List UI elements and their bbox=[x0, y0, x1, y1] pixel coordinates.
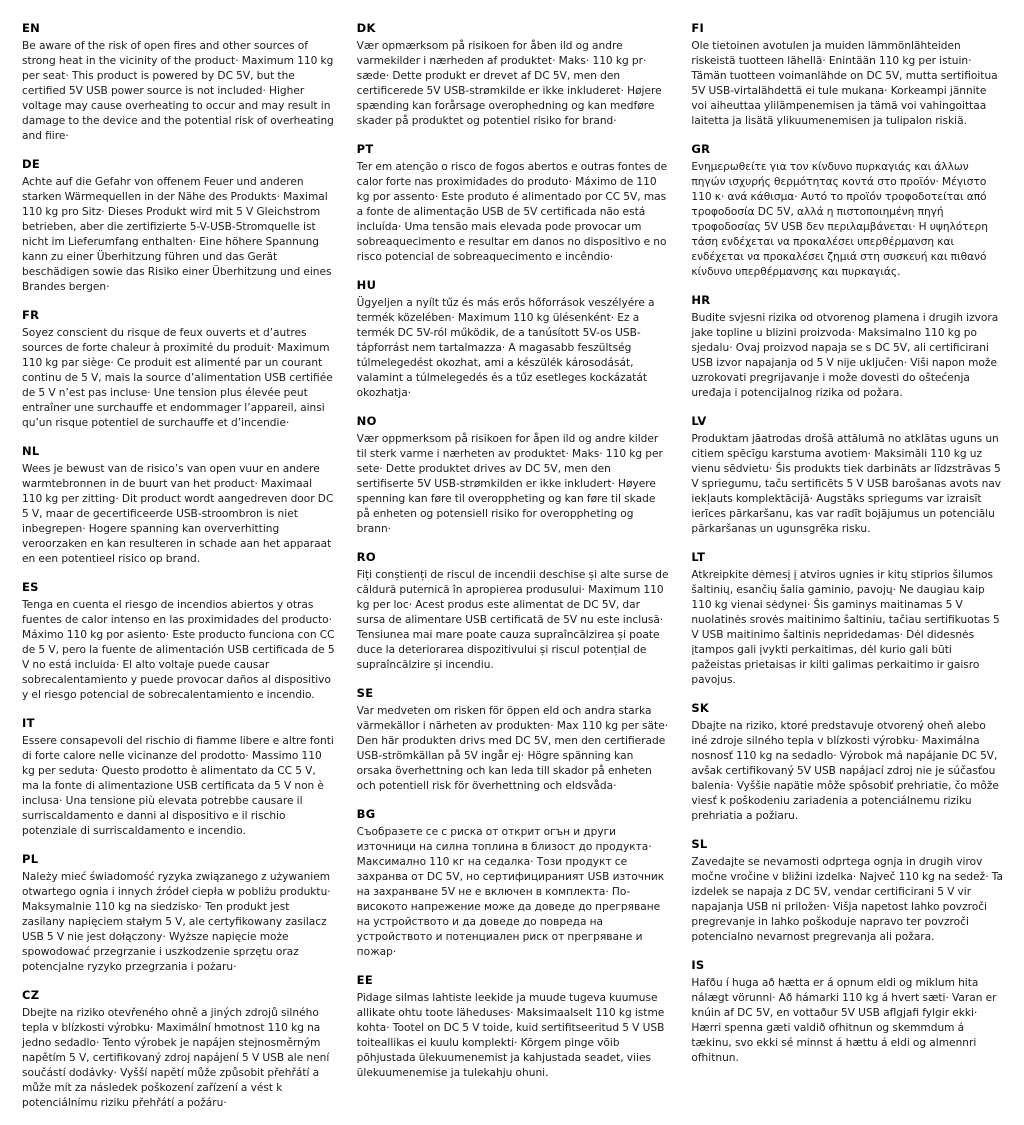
language-code-gr: GR bbox=[691, 141, 711, 156]
language-text-lv: Produktam jāatrodas drošā attālumā no atklātas uguns un citiem spēcīgu karstuma avotiem· Maksimāli 110 kg uz vienu sēdvietu· Šis produkts tiek darbināts ar līdzstrāvas 5 V spriegumu, taču sertificēts 5 V USB barošanas avots nav iekļauts komplektācijā· Augstāks spriegums var izraisīt ierīces pārkaršanu, kas var radīt bojājumus un potenciālu pārkaršanas un ugunsgrēka risku. bbox=[691, 432, 1002, 535]
language-text-cz: Dbejte na riziko otevřeného ohně a jiných zdrojů silného tepla v blízkosti výrobku· Maximální hmotnost 110 kg na jedno sedadlo· Tento výrobek je napájen stejnosměrným napětím 5 V, certifikovaný zdroj napájení 5 V USB ale není součástí dodávky· Vyšší napětí může způsobit přehřátí a může mít za následek poškození zařízení a vést k potenciálnímu riziku přehřátí a požáru· bbox=[22, 1006, 330, 1110]
language-entry-nl bbox=[22, 445, 335, 567]
language-entry-ee bbox=[357, 974, 670, 1081]
language-entry-lv bbox=[691, 415, 1004, 537]
language-entry-sk bbox=[691, 702, 1004, 824]
language-entry-pt bbox=[357, 143, 670, 265]
language-code-cz: CZ bbox=[22, 988, 40, 1003]
language-code-fr: FR bbox=[22, 308, 40, 323]
language-code-es: ES bbox=[22, 580, 39, 595]
language-code-ro: RO bbox=[356, 550, 376, 565]
language-entry-no bbox=[357, 415, 670, 537]
language-entry-pl bbox=[22, 853, 335, 975]
language-code-ee: EE bbox=[356, 973, 373, 988]
language-code-pt: PT bbox=[356, 141, 374, 156]
language-code-sk: SK bbox=[691, 701, 710, 716]
column-2 bbox=[357, 22, 670, 1095]
language-entry-hu bbox=[357, 279, 670, 401]
language-entry-en bbox=[22, 22, 335, 144]
language-text-pt: Ter em atenção o risco de fogos abertos e outras fontes de calor forte nas proximidades do produto· Máximo de 110 kg por assento· Este produto é alimentado por CC 5V, mas a fonte de alimentação USB de 5V certificada não está incluída· Uma tensão mais elevada pode provocar um sobreaquecimento e resultar em danos no dispositivo e no risco potencial de sobreaquecimento e incêndio· bbox=[356, 160, 668, 263]
columns-container bbox=[22, 21, 1004, 1110]
language-code-lt: LT bbox=[691, 550, 706, 565]
language-entry-cz bbox=[22, 989, 335, 1111]
language-text-ro: Fiți conștienți de riscul de incendii deschise și alte surse de căldură puternică în apropierea produsului· Maximum 110 kg per loc· Acest produs este alimentat de DC 5V, dar sursa de alimentare USB certificată de 5V nu este inclusă· Tensiunea mai mare poate cauza supraîncălzirea și poate duce la deteriorarea dispozitivului și riscul potențial de supraîncălzire și incendiu. bbox=[356, 568, 669, 672]
language-code-nl: NL bbox=[22, 444, 40, 459]
column-1 bbox=[22, 22, 335, 1125]
language-code-se: SE bbox=[356, 686, 374, 701]
language-text-it: Essere consapevoli del rischio di fiamme libere e altre fonti di forte calore nelle vicinanze del prodotto· Massimo 110 kg per seduta· Questo prodotto è alimentato da CC 5 V, ma la fonte di alimentazione USB certificata da 5 V non è inclusa· Una tensione più elevata potrebbe causare il surriscaldamento e danni al dispositivo e il rischio potenziale di surriscaldamento e incendio. bbox=[22, 734, 334, 838]
language-text-sl: Zavedajte se nevarnosti odprtega ognja in drugih virov močne vročine v bližini izdelka· Največ 110 kg na sedež· Ta izdelek se napaja z DC 5V, vendar certificirani 5 V vir napajanja USB ni priložen· Višja napetost lahko povzroči pregrevanje in lahko poškoduje napravo ter povzroči potencialno nevarnost pregrevanja ali požara. bbox=[691, 855, 1003, 944]
language-entry-bg bbox=[357, 808, 670, 960]
language-text-is: Hafðu í huga að hætta er á opnum eldi og miklum hita nálægt vörunni· Að hámarki 110 kg á hvert sæti· Varan er knúin af DC 5V, en vottaður 5V USB aflgjafi fylgir ekki· Hærri spenna gæti valdið ofhitnun og skemmdum á tækinu, svo ekki sé minnst á hættu á eldi og almennri ofhitnun. bbox=[691, 976, 997, 1065]
language-code-hu: HU bbox=[356, 278, 377, 292]
language-entry-de bbox=[22, 158, 335, 295]
language-code-de: DE bbox=[22, 157, 41, 172]
language-code-en: EN bbox=[22, 21, 41, 35]
language-code-sl: SL bbox=[691, 837, 708, 852]
language-code-is: IS bbox=[691, 958, 705, 973]
language-text-pl: Należy mieć świadomość ryzyka związanego z używaniem otwartego ognia i innych źródeł ciepła w pobliżu produktu· Maksymalnie 110 kg na siedzisko· Ten produkt jest zasilany napięciem stałym 5 V, ale certyfikowany zasilacz USB 5 V nie jest dołączony· Wyższe napięcie może spowodować przegrzanie i uszkodzenie sprzętu oraz potencjalne ryzyko przegrzania i pożaru· bbox=[22, 870, 331, 974]
language-code-hr: HR bbox=[691, 293, 711, 308]
language-code-it: IT bbox=[22, 716, 35, 731]
language-code-lv: LV bbox=[691, 414, 707, 429]
language-code-pl: PL bbox=[22, 852, 39, 867]
language-text-dk: Vær opmærksom på risikoen for åben ild og andre varmekilder i nærheden af produktet· Maks· 110 kg pr· sæde· Dette produkt er drevet af DC 5V, men den certificerede 5V USB-strømkilde er ikke inkluderet· Højere spænding kan forårsage overophedning og kan medføre skader på produktet og potentiel risiko for brand· bbox=[356, 39, 662, 127]
language-text-lt: Atkreipkite dėmesį į atviros ugnies ir kitų stiprios šilumos šaltinių, esančių šalia gaminio, pavojų· Ne daugiau kaip 110 kg vienai sėdynei· Šis gaminys maitinamas 5 V nuolatinės srovės maitinimo šaltiniu, tačiau sertifikuotas 5 V USB maitinimo šaltinis nepridedamas· Dėl didesnės įtampos gali įvykti perkaitimas, dėl kurio gali būti pažeistas prietaisas ir kilti galimas perkaitimo ir gaisro pavojus. bbox=[691, 568, 1000, 687]
language-entry-gr bbox=[691, 143, 1004, 280]
language-entry-lt bbox=[691, 551, 1004, 688]
language-code-dk: DK bbox=[356, 21, 376, 35]
language-text-sk: Dbajte na riziko, ktoré predstavuje otvorený oheň alebo iné zdroje silného tepla v blízkosti výrobku· Maximálna nosnosť 110 kg na sedadlo· Výrobok má napájanie DC 5V, avšak certifikovaný 5V USB napájací zdroj nie je súčasťou balenia· Vyššie napätie môže spôsobiť prehriatie, čo môže viesť k poškodeniu zariadenia a potenciálnemu riziku prehriatia a požiaru. bbox=[691, 719, 999, 823]
language-text-no: Vær oppmerksom på risikoen for åpen ild og andre kilder til sterk varme i nærheten av produktet· Maks· 110 kg per sete· Dette produktet drives av DC 5V, men den sertifiserte 5V USB-strømkilden er ikke inkludert· Høyere spenning kan føre til overoppheting og kan føre til skade på enheten og potensiell risiko for overoppheting og brann· bbox=[356, 432, 663, 535]
language-entry-se bbox=[357, 687, 670, 794]
language-entry-ro bbox=[357, 551, 670, 673]
language-text-bg: Съобразете се с риска от открит огън и други източници на силна топлина в близост до продукта· Максимално 110 кг на седалка· Този продукт се захранва от DC 5V, но сертифицираният USB източник на захранване 5V не е включен в комплекта· По-високото напрежение може да доведе до прегряване на устройството и да доведе до повреда на устройството и потенциален риск от прегряване и пожар· bbox=[356, 825, 665, 959]
language-code-bg: BG bbox=[356, 807, 376, 822]
column-3 bbox=[691, 22, 1004, 1080]
language-text-es: Tenga en cuenta el riesgo de incendios abiertos y otras fuentes de calor intenso en las proximidades del producto· Máximo 110 kg por asiento· Este producto funciona con CC de 5 V, pero la fuente de alimentación USB certificada de 5 V no está incluida· El alto voltaje puede causar sobrecalentamiento y puede provocar daños al dispositivo y el riesgo potencial de sobrecalentamiento e incendio. bbox=[22, 598, 335, 702]
language-entry-sl bbox=[691, 838, 1004, 945]
language-text-hr: Budite svjesni rizika od otvorenog plamena i drugih izvora jake topline u blizini proizvoda· Maksimalno 110 kg po sjedalu· Ovaj proizvod napaja se s DC 5V, ali certificirani USB izvor napajanja od 5 V nije uključen· Viši napon može uzrokovati pregrijavanje i može dovesti do oštećenja uređaja i potencijalnog rizika od požara. bbox=[691, 311, 999, 399]
language-entry-es bbox=[22, 581, 335, 703]
language-entry-is bbox=[691, 959, 1004, 1066]
language-text-se: Var medveten om risken för öppen eld och andra starka värmekällor i närheten av produkten· Max 110 kg per säte· Den här produkten drivs med DC 5V, men den certifierade USB-strömkällan på 5V ingår ej· Högre spänning kan orsaka överhettning och kan leda till skador på enheten och potentiell risk för överhettning och eldsvåda· bbox=[356, 704, 669, 792]
language-entry-dk bbox=[357, 22, 670, 129]
language-text-hu: Ügyeljen a nyílt tűz és más erős hőforrások veszélyére a termék közelében· Maximum 110 kg ülésenként· Ez a termék DC 5V-ról működik, de a tanúsított 5V-os USB-tápforrást nem tartalmazza· A magasabb feszültség túlmelegedést okozhat, ami a készülék károsodását, valamint a túlmelegedés és a tűz esetleges kockázatát okozhatja· bbox=[356, 296, 655, 399]
language-entry-fr bbox=[22, 309, 335, 431]
language-code-fi: FI bbox=[691, 21, 705, 35]
language-text-nl: Wees je bewust van de risicoʼs van open vuur en andere warmtebronnen in de buurt van het product· Maximaal 110 kg per zitting· Dit product wordt aangedreven door DC 5 V, maar de gecertificeerde USB-stroombron is niet inbegrepen· Hogere spanning kan oververhitting veroorzaken en kan resulteren in schade aan het apparaat en een potentieel risico op brand. bbox=[22, 462, 334, 566]
language-text-en: Be aware of the risk of open fires and other sources of strong heat in the vicinity of the product· Maximum 110 kg per seat· This product is powered by DC 5V, but the certified 5V USB power source is not included· Higher voltage may cause overheating to occur and may result in damage to the device and the potential risk of overheating and fiire· bbox=[22, 39, 334, 142]
language-entry-fi bbox=[691, 22, 1004, 129]
language-text-gr: Ενημερωθείτε για τον κίνδυνο πυρκαγιάς και άλλων πηγών ισχυρής θερμότητας κοντά στο προϊόν· Μέγιστο 110 κ· ανά κάθισμα· Αυτό το προϊόν τροφοδοτείται από τροφοδοσία DC 5V, αλλά η πιστοποιημένη πηγή τροφοδοσίας 5V USB δεν περιλαμβάνεται· Η υψηλότερη τάση ενδέχεται να προκαλέσει υπερθέρμανση και ενδέχεται να προκαλέσει ζημιά στη συσκευή και πιθανό κίνδυνο υπερθέρμανσης και πυρκαγιάς. bbox=[691, 160, 988, 278]
language-text-de: Achte auf die Gefahr von offenem Feuer und anderen starken Wärmequellen in der Nähe des Produkts· Maximal 110 kg pro Sitz· Dieses Produkt wird mit 5 V Gleichstrom betrieben, aber die zertifizierte 5-V-USB-Stromquelle ist nicht im Lieferumfang enthalten· Eine höhere Spannung kann zu einer Überhitzung führen und das Gerät beschädigen sowie das Risiko einer Überhitzung und eines Brandes bergen· bbox=[22, 175, 332, 294]
language-text-fr: Soyez conscient du risque de feux ouverts et dʼautres sources de forte chaleur à proximité du produit· Maximum 110 kg par siège· Ce produit est alimenté par un courant continu de 5 V, mais la source dʼalimentation USB certifiée de 5 V nʼest pas incluse· Une tension plus élevée peut entraîner une surchauffe et endommager lʼappareil, ainsi quʼun risque potentiel de surchauffe et dʼincendie· bbox=[22, 326, 333, 430]
language-text-fi: Ole tietoinen avotulen ja muiden lämmönlähteiden riskeistä tuotteen lähellä· Enintään 110 kg per istuin· Tämän tuotteen voimanlähde on DC 5V, mutta sertifioitua 5V USB-virtalähdettä ei tule mukana· Korkeampi jännite voi aiheuttaa ylilämpenemisen ja tämä voi vahingoittaa laitetta ja lisätä ylikuumenemisen ja tulipalon riskiä. bbox=[691, 39, 998, 127]
language-entry-hr bbox=[691, 294, 1004, 401]
language-text-ee: Pidage silmas lahtiste leekide ja muude tugeva kuumuse allikate ohtu toote läheduses· Maksimaalselt 110 kg istme kohta· Tootel on DC 5 V toide, kuid sertifitseeritud 5 V USB toiteallikas ei kuulu komplekti· Kõrgem pinge võib põhjustada ülekuumenemist ja kahjustada seadet, viies ülekuumenemise ja tulekahju ohuni. bbox=[356, 991, 665, 1080]
language-entry-it bbox=[22, 717, 335, 839]
language-code-no: NO bbox=[356, 414, 377, 429]
